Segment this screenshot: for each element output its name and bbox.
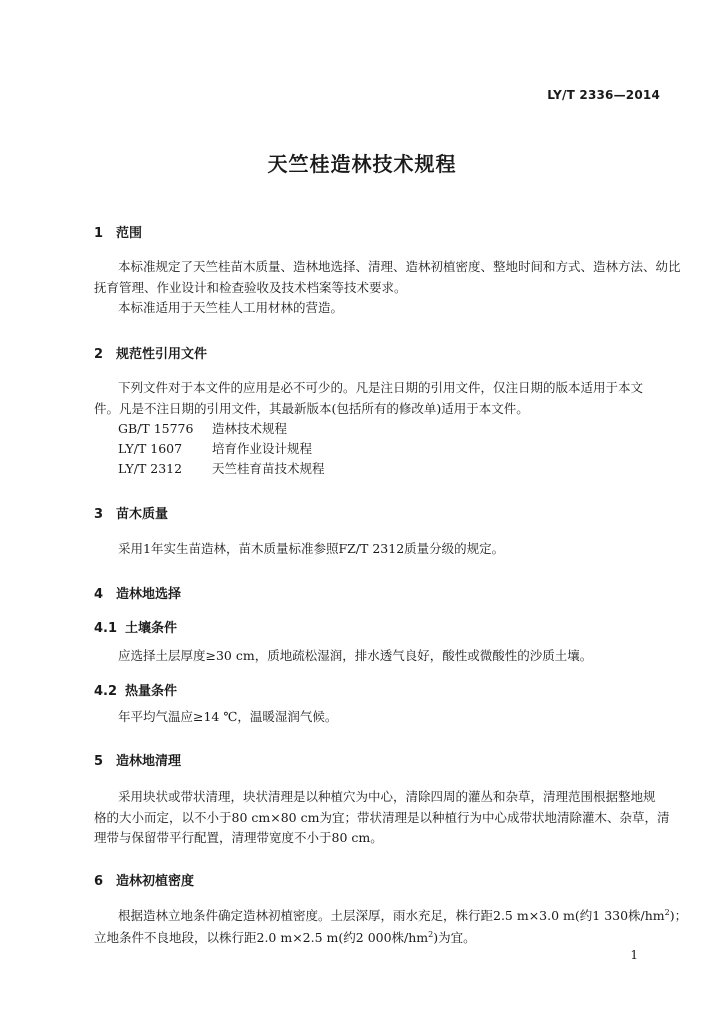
subsection-heading-4-1 — [94, 617, 177, 636]
section-number: 1 — [94, 226, 104, 241]
section-title: 造林初植密度 — [116, 874, 195, 889]
subsection-heading-4-2 — [94, 680, 177, 699]
subsection-number: 4.2 — [94, 684, 118, 699]
document-title: 天竺桂造林技术规程 — [267, 152, 457, 176]
subsection-number: 4.1 — [94, 621, 118, 636]
section-number: 3 — [94, 507, 104, 522]
reference-code: LY/T 2312 — [118, 461, 183, 476]
section-heading-6 — [94, 870, 194, 889]
section-heading-5 — [94, 750, 181, 769]
paragraph-line: 格的大小而定，以不小于80 cm×80 cm为宜；带状清理是以种植行为中心成带状地清除灌木、杂草，清 — [94, 810, 670, 825]
section-number: 2 — [94, 347, 104, 362]
reference-title: 培育作业设计规程 — [212, 441, 313, 456]
section-heading-4 — [94, 583, 181, 602]
superscript: 2 — [428, 929, 434, 939]
section-title: 规范性引用文件 — [116, 347, 208, 362]
reference-code: LY/T 1607 — [118, 441, 183, 456]
paragraph-line: 采用块状或带状清理，块状清理是以种植穴为中心，清除四周的灌丛和杂草，清理范围根据整地规 — [118, 789, 656, 804]
section-title: 造林地清理 — [116, 754, 182, 769]
paragraph-line — [118, 908, 687, 924]
reference-title: 造林技术规程 — [212, 421, 288, 436]
section-number: 6 — [94, 874, 104, 889]
paragraph-line: 应选择土层厚度≥30 cm，质地疏松湿润，排水透气良好，酸性或微酸性的沙质土壤。 — [118, 648, 593, 663]
reference-title: 天竺桂育苗技术规程 — [212, 461, 325, 476]
subsection-title: 热量条件 — [125, 684, 178, 699]
line-text: )； — [669, 908, 688, 923]
paragraph-line: 本标准适用于天竺桂人工用材林的营造。 — [118, 300, 344, 315]
line-text: 立地条件不良地段，以株行距2.0 m×2.5 m(约2 000株/hm — [94, 930, 429, 945]
paragraph-line: 下列文件对于本文件的应用是必不可少的。凡是注日期的引用文件，仅注日期的版本适用于本文 — [118, 380, 644, 395]
section-heading-2 — [94, 343, 207, 362]
section-number: 5 — [94, 754, 104, 769]
paragraph-line: 本标准规定了天竺桂苗木质量、造林地选择、清理、造林初植密度、整地时间和方式、造林方法、幼比 — [118, 259, 681, 274]
section-heading-1 — [94, 222, 142, 241]
paragraph-line — [94, 930, 476, 946]
page-number: 1 — [630, 948, 638, 962]
reference-item — [118, 441, 312, 457]
superscript: 2 — [664, 907, 670, 917]
line-text: )为宜。 — [433, 930, 476, 945]
paragraph-line: 抚育管理、作业设计和检查验收及技术档案等技术要求。 — [94, 280, 407, 295]
section-heading-3 — [94, 503, 168, 522]
reference-item — [118, 421, 287, 437]
reference-item — [118, 461, 325, 477]
paragraph-line: 理带与保留带平行配置，清理带宽度不小于80 cm。 — [94, 830, 383, 845]
standard-code: LY/T 2336—2014 — [547, 88, 660, 102]
section-title: 造林地选择 — [116, 587, 182, 602]
section-title: 范围 — [116, 226, 143, 241]
line-text: 根据造林立地条件确定造林初植密度。土层深厚，雨水充足，株行距2.5 m×3.0 m(约1 330株/hm — [118, 908, 665, 923]
subsection-title: 土壤条件 — [125, 621, 178, 636]
section-number: 4 — [94, 587, 104, 602]
reference-code: GB/T 15776 — [118, 421, 194, 436]
paragraph-line: 年平均气温应≥14 ℃，温暖湿润气候。 — [118, 709, 338, 724]
paragraph-line: 件。凡是不注日期的引用文件，其最新版本(包括所有的修改单)适用于本文件。 — [94, 401, 529, 416]
section-title: 苗木质量 — [116, 507, 169, 522]
paragraph-line: 采用1年实生苗造林，苗木质量标准参照FZ/T 2312质量分级的规定。 — [118, 541, 505, 556]
